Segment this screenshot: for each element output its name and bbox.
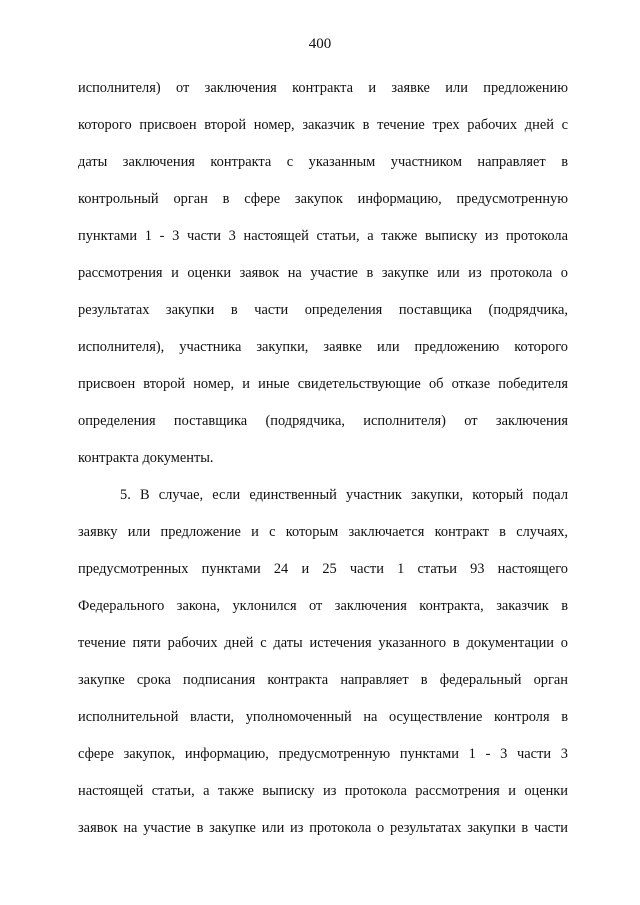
text-line: течение пяти рабочих дней с даты истечения указанного в документации о xyxy=(78,635,568,651)
text-line: Федерального закона, уклонился от заключения контракта, заказчик в xyxy=(78,598,568,614)
page-number: 400 xyxy=(308,36,332,52)
text-line: 5. В случае, если единственный участник закупки, который подал xyxy=(120,487,568,503)
text-line: результатах закупки в части определения поставщика (подрядчика, xyxy=(78,302,568,318)
text-line: даты заключения контракта с указанным участником направляет в xyxy=(78,154,568,170)
text-line: предусмотренных пунктами 24 и 25 части 1 статьи 93 настоящего xyxy=(78,561,568,577)
text-line: заявок на участие в закупке или из протокола о результатах закупки в части xyxy=(78,820,568,836)
text-line: контрольный орган в сфере закупок информацию, предусмотренную xyxy=(78,191,568,207)
paragraph-1 xyxy=(78,70,568,477)
text-line: контракта документы. xyxy=(78,450,214,466)
text-line: рассмотрения и оценки заявок на участие в закупке или из протокола о xyxy=(78,265,568,281)
text-line: определения поставщика (подрядчика, исполнителя) от заключения xyxy=(78,413,568,429)
text-line: исполнителя) от заключения контракта и заявке или предложению xyxy=(78,80,568,96)
paragraph-2 xyxy=(78,477,568,847)
text-line: заявку или предложение и с которым заключается контракт в случаях, xyxy=(78,524,568,540)
body-text xyxy=(78,70,568,847)
text-line: исполнительной власти, уполномоченный на осуществление контроля в xyxy=(78,709,568,725)
text-line: сфере закупок, информацию, предусмотренную пунктами 1 - 3 части 3 xyxy=(78,746,568,762)
text-line: которого присвоен второй номер, заказчик в течение трех рабочих дней с xyxy=(78,117,568,133)
text-line: закупке срока подписания контракта направляет в федеральный орган xyxy=(78,672,568,688)
text-line: присвоен второй номер, и иные свидетельствующие об отказе победителя xyxy=(78,376,568,392)
text-line: настоящей статьи, а также выписку из протокола рассмотрения и оценки xyxy=(78,783,568,799)
text-line: исполнителя), участника закупки, заявке или предложению которого xyxy=(78,339,568,355)
text-line: пунктами 1 - 3 части 3 настоящей статьи, а также выписку из протокола xyxy=(78,228,568,244)
